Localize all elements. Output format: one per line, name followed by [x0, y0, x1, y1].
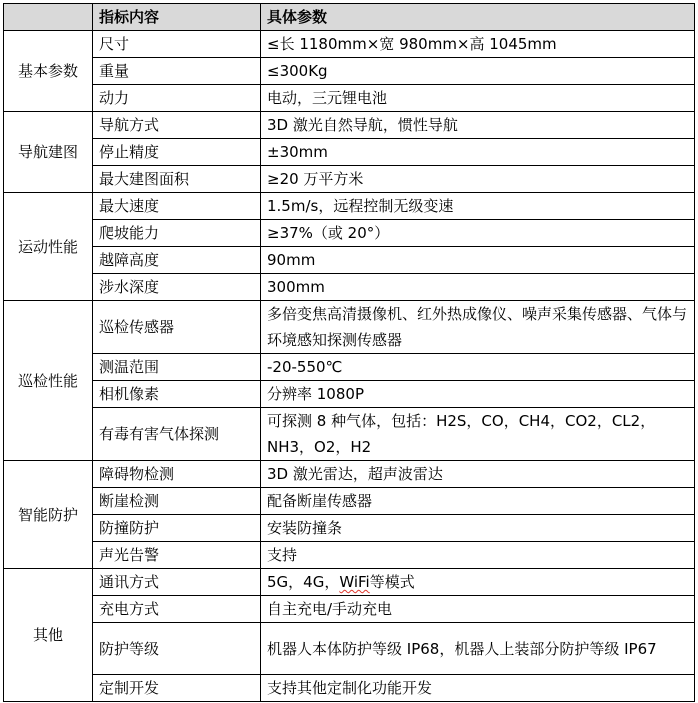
value-cell — [261, 569, 695, 596]
category-cell: 智能防护 — [4, 461, 93, 569]
param-cell: 最大建图面积 — [93, 166, 261, 193]
param-cell: 测温范围 — [93, 354, 261, 381]
value-cell: ≥20 万平方米 — [261, 166, 695, 193]
value-cell: 3D 激光雷达，超声波雷达 — [261, 461, 695, 488]
param-cell: 充电方式 — [93, 596, 261, 623]
param-cell: 越障高度 — [93, 247, 261, 274]
table-row — [4, 166, 695, 193]
table-row — [4, 596, 695, 623]
param-cell: 停止精度 — [93, 139, 261, 166]
param-cell: 爬坡能力 — [93, 220, 261, 247]
table-row — [4, 408, 695, 461]
value-cell: 配备断崖传感器 — [261, 488, 695, 515]
param-cell: 导航方式 — [93, 112, 261, 139]
table-row — [4, 488, 695, 515]
param-cell: 涉水深度 — [93, 274, 261, 301]
param-cell: 防护等级 — [93, 623, 261, 675]
param-cell: 动力 — [93, 85, 261, 112]
category-cell: 巡检性能 — [4, 301, 93, 461]
value-text: 等模式 — [369, 573, 415, 591]
spec-table — [3, 3, 695, 702]
category-cell: 运动性能 — [4, 193, 93, 301]
value-cell: ≤长 1180mm×宽 980mm×高 1045mm — [261, 31, 695, 58]
header-row — [4, 4, 695, 31]
value-cell: 90mm — [261, 247, 695, 274]
value-cell: 分辨率 1080P — [261, 381, 695, 408]
header-indicator: 指标内容 — [93, 4, 261, 31]
value-cell: ±30mm — [261, 139, 695, 166]
table-row — [4, 301, 695, 354]
param-cell: 相机像素 — [93, 381, 261, 408]
table-row — [4, 274, 695, 301]
value-cell: ≥37%（或 20°） — [261, 220, 695, 247]
spellcheck-word: WiFi — [339, 573, 370, 591]
value-cell: 支持其他定制化功能开发 — [261, 675, 695, 702]
table-row — [4, 515, 695, 542]
param-cell: 断崖检测 — [93, 488, 261, 515]
param-cell: 防撞防护 — [93, 515, 261, 542]
value-cell: 机器人本体防护等级 IP68，机器人上装部分防护等级 IP67 — [261, 623, 695, 675]
value-cell: 支持 — [261, 542, 695, 569]
value-text: 5G，4G， — [267, 573, 340, 591]
table-row — [4, 354, 695, 381]
param-cell: 声光告警 — [93, 542, 261, 569]
table-row — [4, 623, 695, 675]
param-cell: 有毒有害气体探测 — [93, 408, 261, 461]
param-cell: 通讯方式 — [93, 569, 261, 596]
category-cell: 基本参数 — [4, 31, 93, 112]
table-row — [4, 220, 695, 247]
table-row — [4, 58, 695, 85]
category-cell: 其他 — [4, 569, 93, 702]
value-cell: 多倍变焦高清摄像机、红外热成像仪、噪声采集传感器、气体与环境感知探测传感器 — [261, 301, 695, 354]
table-row — [4, 542, 695, 569]
category-cell: 导航建图 — [4, 112, 93, 193]
table-row — [4, 381, 695, 408]
header-corner — [4, 4, 93, 31]
table-row — [4, 461, 695, 488]
table-row — [4, 85, 695, 112]
table-row — [4, 247, 695, 274]
param-cell: 巡检传感器 — [93, 301, 261, 354]
value-cell: -20-550℃ — [261, 354, 695, 381]
table-row — [4, 675, 695, 702]
param-cell: 重量 — [93, 58, 261, 85]
value-cell: 300mm — [261, 274, 695, 301]
value-cell: 安装防撞条 — [261, 515, 695, 542]
table-row — [4, 112, 695, 139]
value-cell: 1.5m/s，远程控制无级变速 — [261, 193, 695, 220]
value-cell: 可探测 8 种气体，包括：H2S，CO，CH4，CO2，CL2，NH3，O2，H2 — [261, 408, 695, 461]
table-row — [4, 31, 695, 58]
value-cell: 电动，三元锂电池 — [261, 85, 695, 112]
value-cell: ≤300Kg — [261, 58, 695, 85]
param-cell: 定制开发 — [93, 675, 261, 702]
table-row — [4, 569, 695, 596]
param-cell: 最大速度 — [93, 193, 261, 220]
table-row — [4, 139, 695, 166]
param-cell: 障碍物检测 — [93, 461, 261, 488]
value-cell: 自主充电/手动充电 — [261, 596, 695, 623]
param-cell: 尺寸 — [93, 31, 261, 58]
value-cell: 3D 激光自然导航，惯性导航 — [261, 112, 695, 139]
table-row — [4, 193, 695, 220]
header-spec: 具体参数 — [261, 4, 695, 31]
